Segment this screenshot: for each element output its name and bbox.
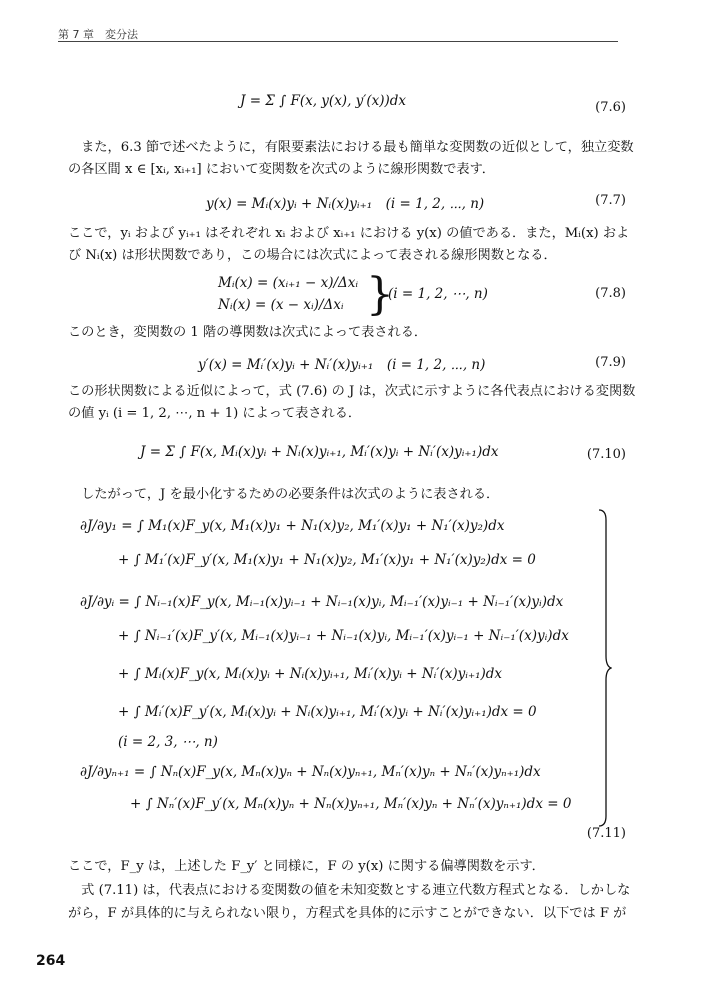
running-header: 第 7 章 変分法 — [58, 28, 138, 41]
paragraph-6: ここで，F_y は，上述した F_y′ と同様に，F の y(x) に関する偏導関数を示す． — [68, 859, 545, 874]
page-number: 264 — [36, 953, 66, 969]
equation-7-11-line-5: + ∫ Mᵢ(x)F_y(x, Mᵢ(x)yᵢ + Nᵢ(x)yᵢ₊₁, Mᵢ′(x)yᵢ + Nᵢ′(x)yᵢ₊₁)dx — [118, 666, 503, 682]
equation-7-11-line-8: ∂J/∂yₙ₊₁ = ∫ Nₙ(x)F_y(x, Mₙ(x)yₙ + Nₙ(x)yₙ₊₁, Mₙ′(x)yₙ + Nₙ′(x)yₙ₊₁)dx — [80, 764, 541, 780]
equation-7-11-line-7: (i = 2, 3, ⋯, n) — [118, 734, 218, 750]
equation-number-7-11: (7.11) — [586, 826, 626, 841]
equation-number-7-6: (7.6) — [595, 100, 626, 115]
equation-7-11-line-4: + ∫ Nᵢ₋₁′(x)F_y′(x, Mᵢ₋₁(x)yᵢ₋₁ + Nᵢ₋₁(x)yᵢ, Mᵢ₋₁′(x)yᵢ₋₁ + Nᵢ₋₁′(x)yᵢ)dx — [118, 628, 569, 644]
equation-7-11-line-6: + ∫ Mᵢ′(x)F_y′(x, Mᵢ(x)yᵢ + Nᵢ(x)yᵢ₊₁, Mᵢ′(x)yᵢ + Nᵢ′(x)yᵢ₊₁)dx = 0 — [118, 704, 537, 720]
equation-7-8-range: (i = 1, 2, ⋯, n) — [388, 286, 488, 302]
equation-number-7-10: (7.10) — [586, 447, 626, 462]
paragraph-4-line-2: の値 yᵢ (i = 1, 2, ⋯, n + 1) によって表される． — [68, 406, 362, 421]
equation-7-6: J = Σ ∫ F(x, y(x), y′(x))dx — [240, 93, 407, 109]
equation-7-11-line-9: + ∫ Nₙ′(x)F_y′(x, Mₙ(x)yₙ + Nₙ(x)yₙ₊₁, Mₙ′(x)yₙ + Nₙ′(x)yₙ₊₁)dx = 0 — [130, 796, 572, 812]
equation-7-11-line-2: + ∫ M₁′(x)F_y′(x, M₁(x)y₁ + N₁(x)y₂, M₁′(x)y₁ + N₁′(x)y₂)dx = 0 — [118, 552, 536, 568]
equation-7-10: J = Σ ∫ F(x, Mᵢ(x)yᵢ + Nᵢ(x)yᵢ₊₁, Mᵢ′(x)yᵢ + Nᵢ′(x)yᵢ₊₁)dx — [140, 444, 499, 460]
paragraph-2-line-2: び Nᵢ(x) は形状関数であり，この場合には次式によって表される線形関数となる． — [68, 248, 557, 263]
right-brace-7-11 — [598, 508, 612, 828]
paragraph-4-line-1: この形状関数による近似によって，式 (7.6) の J は，次式に示すように各代表点における変関数 — [68, 384, 636, 399]
equation-number-7-8: (7.8) — [595, 286, 626, 301]
paragraph-7-line-2: がら，F が具体的に与えられない限り，方程式を具体的に示すことができない．以下では F が — [68, 906, 627, 921]
equation-7-11-line-3: ∂J/∂yᵢ = ∫ Nᵢ₋₁(x)F_y(x, Mᵢ₋₁(x)yᵢ₋₁ + Nᵢ₋₁(x)yᵢ, Mᵢ₋₁′(x)yᵢ₋₁ + Nᵢ₋₁′(x)yᵢ)dx — [80, 594, 564, 610]
equation-7-9: y′(x) = Mᵢ′(x)yᵢ + Nᵢ′(x)yᵢ₊₁ (i = 1, 2, ⋯, n) — [198, 357, 486, 373]
equation-number-7-7: (7.7) — [595, 193, 626, 208]
paragraph-1-line-2: の各区間 x ∈ [xᵢ, xᵢ₊₁] において変関数を次式のように線形関数で表す． — [68, 162, 495, 177]
equation-7-8-m: Mᵢ(x) = (xᵢ₊₁ − x)/Δxᵢ — [218, 275, 359, 291]
paragraph-3: このとき，変関数の 1 階の導関数は次式によって表される． — [68, 325, 428, 340]
paragraph-1-line-1: また，6.3 節で述べたように，有限要素法における最も簡単な変関数の近似として，独立変数 — [68, 140, 634, 155]
header-rule — [58, 41, 618, 42]
equation-7-7: y(x) = Mᵢ(x)yᵢ + Nᵢ(x)yᵢ₊₁ (i = 1, 2, ⋯, n) — [206, 196, 485, 212]
paragraph-7-line-1: 式 (7.11) は，代表点における変関数の値を未知変数とする連立代数方程式となる．しかしな — [68, 883, 631, 898]
paragraph-5: したがって，J を最小化するための必要条件は次式のように表される． — [68, 487, 500, 502]
right-brace-7-8: } — [366, 269, 394, 320]
equation-7-11-line-1: ∂J/∂y₁ = ∫ M₁(x)F_y(x, M₁(x)y₁ + N₁(x)y₂, M₁′(x)y₁ + N₁′(x)y₂)dx — [80, 518, 505, 534]
equation-number-7-9: (7.9) — [595, 355, 626, 370]
paragraph-2-line-1: ここで，yᵢ および yᵢ₊₁ はそれぞれ xᵢ および xᵢ₊₁ における y(x) の値である．また，Mᵢ(x) およ — [68, 226, 630, 241]
equation-7-8-n: Nᵢ(x) = (x − xᵢ)/Δxᵢ — [218, 297, 344, 313]
